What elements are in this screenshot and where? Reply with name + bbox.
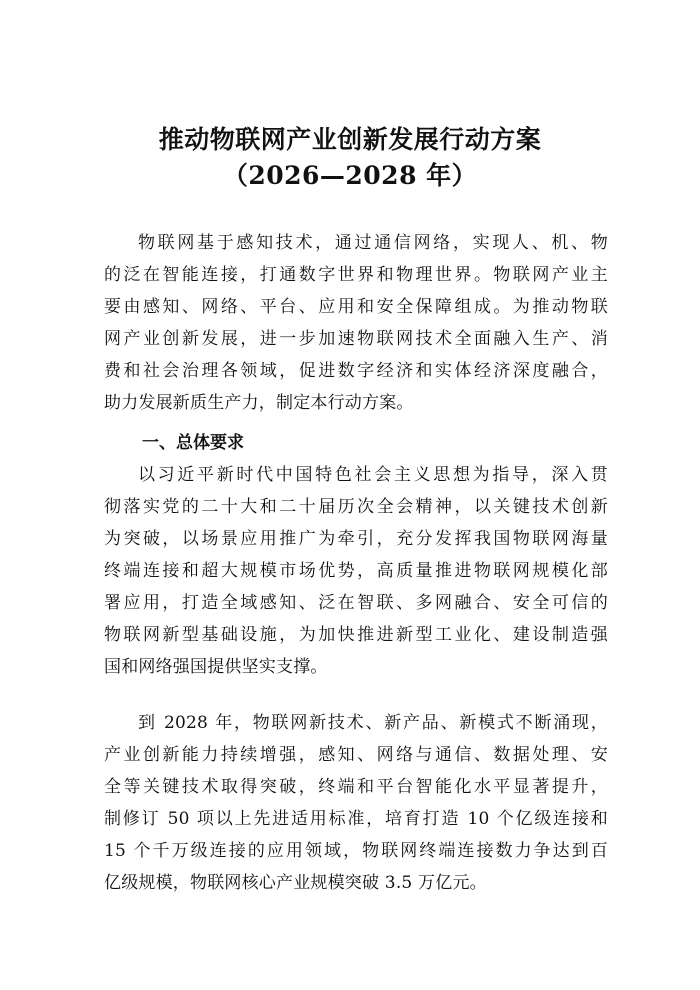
paragraph-line: 以习近平新时代中国特色社会主义思想为指导，深入贯 [138, 465, 608, 485]
paragraph-line: 亿级规模，物联网核心产业规模突破 3.5 万亿元。 [104, 873, 487, 893]
section-heading: 一、总体要求 [142, 433, 244, 453]
paragraph-line: 产业创新能力持续增强，感知、网络与通信、数据处理、安 [104, 745, 608, 765]
paragraph-line: 彻落实党的二十大和二十届历次全会精神，以关键技术创新 [104, 497, 608, 517]
paragraph-line: 为突破，以场景应用推广为牵引，充分发挥我国物联网海量 [104, 529, 608, 549]
paragraph-line: 物联网新型基础设施，为加快推进新型工业化、建设制造强 [104, 625, 608, 645]
paragraph-line: 的泛在智能连接，打通数字世界和物理世界。物联网产业主 [104, 265, 608, 285]
paragraph-line: 15 个千万级连接的应用领域，物联网终端连接数力争达到百 [104, 841, 608, 861]
document-subtitle: （2026—2028 年） [222, 161, 478, 190]
paragraph-line: 要由感知、网络、平台、应用和安全保障组成。为推动物联 [104, 297, 608, 317]
paragraph-line: 国和网络强国提供坚实支撑。 [104, 657, 328, 677]
goals-paragraph [104, 707, 608, 899]
paragraph-line: 费和社会治理各领域，促进数字经济和实体经济深度融合， [104, 361, 608, 381]
paragraph-line: 到 2028 年，物联网新技术、新产品、新模式不断涌现， [138, 713, 608, 733]
paragraph-line: 署应用，打造全域感知、泛在智联、多网融合、安全可信的 [104, 593, 608, 613]
document-title: 推动物联网产业创新发展行动方案 [158, 125, 542, 154]
guiding-principles-paragraph [104, 459, 608, 683]
paragraph-line: 终端连接和超大规模市场优势，高质量推进物联网规模化部 [104, 561, 608, 581]
paragraph-line: 全等关键技术取得突破，终端和平台智能化水平显著提升， [104, 777, 608, 797]
paragraph-line: 网产业创新发展，进一步加速物联网技术全面融入生产、消 [104, 329, 608, 349]
paragraph-line: 制修订 50 项以上先进适用标准，培育打造 10 个亿级连接和 [104, 809, 608, 829]
paragraph-line: 助力发展新质生产力，制定本行动方案。 [104, 393, 414, 413]
paragraph-line: 物联网基于感知技术，通过通信网络，实现人、机、物 [138, 233, 608, 253]
intro-paragraph [104, 227, 608, 419]
